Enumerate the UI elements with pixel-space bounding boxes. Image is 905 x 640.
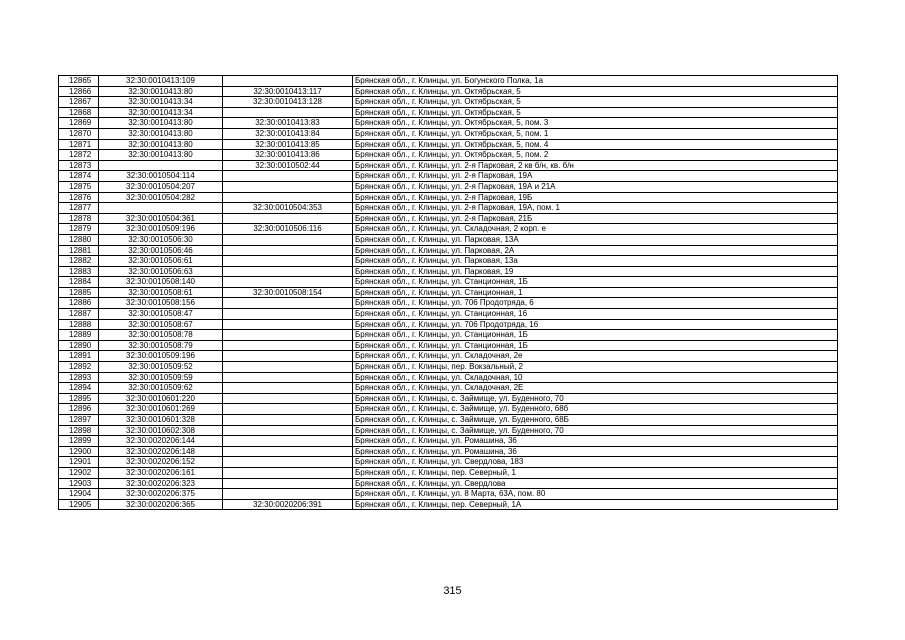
cell-related-cadastral-number: 32:30:0010413:84 (223, 128, 353, 139)
cell-cadastral-number: 32:30:0010508:47 (99, 309, 223, 320)
cell-cadastral-number: 32:30:0020206:375 (99, 489, 223, 500)
cell-record-number: 12883 (59, 266, 99, 277)
cell-address: Брянская обл., г. Клинцы, ул. Станционная, 1 (353, 287, 838, 298)
cell-cadastral-number: 32:30:0020206:152 (99, 457, 223, 468)
cell-address: Брянская обл., г. Клинцы, ул. Парковая, 19 (353, 266, 838, 277)
cell-related-cadastral-number: 32:30:0010413:83 (223, 118, 353, 129)
cell-record-number: 12873 (59, 160, 99, 171)
cell-record-number: 12878 (59, 213, 99, 224)
cell-record-number: 12866 (59, 86, 99, 97)
cell-record-number: 12895 (59, 393, 99, 404)
cell-related-cadastral-number (223, 245, 353, 256)
cell-address: Брянская обл., г. Клинцы, ул. 2-я Парковая, 19Б (353, 192, 838, 203)
cell-address: Брянская обл., г. Клинцы, ул. 2-я Парковая, 19А, пом. 1 (353, 203, 838, 214)
cell-cadastral-number: 32:30:0010413:80 (99, 128, 223, 139)
cell-cadastral-number: 32:30:0010509:59 (99, 372, 223, 383)
table-row (59, 213, 838, 224)
table-row (59, 97, 838, 108)
cell-related-cadastral-number (223, 234, 353, 245)
cell-record-number: 12885 (59, 287, 99, 298)
table-row (59, 372, 838, 383)
table-row (59, 277, 838, 288)
cell-related-cadastral-number: 32:30:0010502:44 (223, 160, 353, 171)
cell-related-cadastral-number (223, 330, 353, 341)
cell-record-number: 12887 (59, 309, 99, 320)
table-row (59, 489, 838, 500)
cell-record-number: 12882 (59, 256, 99, 267)
cell-cadastral-number: 32:30:0010506:30 (99, 234, 223, 245)
cell-related-cadastral-number (223, 404, 353, 415)
cell-related-cadastral-number: 32:30:0010413:86 (223, 150, 353, 161)
cell-related-cadastral-number (223, 415, 353, 426)
cell-related-cadastral-number (223, 425, 353, 436)
cell-address: Брянская обл., г. Клинцы, ул. Парковая, 13а (353, 256, 838, 267)
cell-address: Брянская обл., г. Клинцы, пер. Вокзальный, 2 (353, 362, 838, 373)
cell-record-number: 12893 (59, 372, 99, 383)
cell-cadastral-number: 32:30:0010601:328 (99, 415, 223, 426)
cell-record-number: 12875 (59, 181, 99, 192)
table-row (59, 192, 838, 203)
cell-address: Брянская обл., г. Клинцы, ул. Октябрьская, 5, пом. 2 (353, 150, 838, 161)
cell-cadastral-number: 32:30:0010508:140 (99, 277, 223, 288)
cell-related-cadastral-number (223, 372, 353, 383)
cell-address: Брянская обл., г. Клинцы, ул. Октябрьская, 5 (353, 97, 838, 108)
cell-related-cadastral-number: 32:30:0010506:116 (223, 224, 353, 235)
table-row (59, 425, 838, 436)
table-row (59, 383, 838, 394)
table-row (59, 107, 838, 118)
cell-record-number: 12903 (59, 478, 99, 489)
cell-cadastral-number: 32:30:0010413:80 (99, 139, 223, 150)
table-row (59, 340, 838, 351)
cell-cadastral-number: 32:30:0010601:269 (99, 404, 223, 415)
table-row (59, 76, 838, 87)
cell-related-cadastral-number (223, 478, 353, 489)
table-row (59, 160, 838, 171)
cell-cadastral-number: 32:30:0010508:67 (99, 319, 223, 330)
cell-record-number: 12891 (59, 351, 99, 362)
table-row (59, 499, 838, 510)
table-row (59, 171, 838, 182)
cell-record-number: 12879 (59, 224, 99, 235)
cell-record-number: 12880 (59, 234, 99, 245)
cell-cadastral-number: 32:30:0020206:144 (99, 436, 223, 447)
cell-cadastral-number: 32:30:0010602:308 (99, 425, 223, 436)
cell-related-cadastral-number (223, 446, 353, 457)
cell-address: Брянская обл., г. Клинцы, ул. 2-я Парковая, 21Б (353, 213, 838, 224)
table-row (59, 245, 838, 256)
cell-related-cadastral-number (223, 319, 353, 330)
cell-cadastral-number: 32:30:0010509:52 (99, 362, 223, 373)
table-row (59, 436, 838, 447)
cell-related-cadastral-number: 32:30:0010504:353 (223, 203, 353, 214)
table-row (59, 287, 838, 298)
cell-related-cadastral-number (223, 171, 353, 182)
table-row (59, 256, 838, 267)
cell-record-number: 12871 (59, 139, 99, 150)
table-row (59, 446, 838, 457)
cell-cadastral-number: 32:30:0010509:62 (99, 383, 223, 394)
cell-cadastral-number: 32:30:0020206:148 (99, 446, 223, 457)
table-row (59, 181, 838, 192)
cell-related-cadastral-number: 32:30:0020206:391 (223, 499, 353, 510)
table-row (59, 457, 838, 468)
cell-related-cadastral-number (223, 298, 353, 309)
cell-cadastral-number: 32:30:0010509:196 (99, 351, 223, 362)
table-row (59, 330, 838, 341)
cell-record-number: 12905 (59, 499, 99, 510)
cell-address: Брянская обл., г. Клинцы, ул. Станционная, 1Б (353, 277, 838, 288)
cell-cadastral-number: 32:30:0010506:63 (99, 266, 223, 277)
cell-address: Брянская обл., г. Клинцы, ул. Складочная, 2е (353, 351, 838, 362)
cell-cadastral-number (99, 203, 223, 214)
cell-related-cadastral-number: 32:30:0010413:85 (223, 139, 353, 150)
table-row (59, 139, 838, 150)
cell-cadastral-number: 32:30:0010506:46 (99, 245, 223, 256)
cell-address: Брянская обл., г. Клинцы, ул. Парковая, 13А (353, 234, 838, 245)
cell-address: Брянская обл., г. Клинцы, ул. Октябрьская, 5, пом. 1 (353, 128, 838, 139)
cell-record-number: 12865 (59, 76, 99, 87)
cell-cadastral-number: 32:30:0010508:156 (99, 298, 223, 309)
table-row (59, 298, 838, 309)
cell-address: Брянская обл., г. Клинцы, ул. 706 Продотряда, 6 (353, 298, 838, 309)
table-row (59, 404, 838, 415)
cell-address: Брянская обл., г. Клинцы, ул. Станционная, 1Б (353, 340, 838, 351)
table-row (59, 224, 838, 235)
cell-address: Брянская обл., г. Клинцы, с. Займище, ул. Буденного, 68Б (353, 415, 838, 426)
table-row (59, 393, 838, 404)
cell-cadastral-number: 32:30:0010413:34 (99, 107, 223, 118)
cell-address: Брянская обл., г. Клинцы, ул. Складочная, 10 (353, 372, 838, 383)
cell-address: Брянская обл., г. Клинцы, ул. Станционная, 1Б (353, 330, 838, 341)
cell-record-number: 12902 (59, 467, 99, 478)
cell-related-cadastral-number (223, 107, 353, 118)
cell-cadastral-number: 32:30:0010504:282 (99, 192, 223, 203)
cell-address: Брянская обл., г. Клинцы, ул. Складочная, 2Е (353, 383, 838, 394)
cell-record-number: 12876 (59, 192, 99, 203)
cell-record-number: 12884 (59, 277, 99, 288)
cell-record-number: 12899 (59, 436, 99, 447)
table-row (59, 478, 838, 489)
cell-cadastral-number: 32:30:0010504:361 (99, 213, 223, 224)
cell-record-number: 12901 (59, 457, 99, 468)
cell-record-number: 12886 (59, 298, 99, 309)
cell-address: Брянская обл., г. Клинцы, ул. Октябрьская, 5, пом. 4 (353, 139, 838, 150)
table-row (59, 203, 838, 214)
cell-record-number: 12892 (59, 362, 99, 373)
cell-cadastral-number: 32:30:0020206:161 (99, 467, 223, 478)
cell-cadastral-number: 32:30:0020206:323 (99, 478, 223, 489)
cell-related-cadastral-number (223, 256, 353, 267)
cell-related-cadastral-number (223, 362, 353, 373)
cell-cadastral-number: 32:30:0010504:114 (99, 171, 223, 182)
cell-cadastral-number: 32:30:0010504:207 (99, 181, 223, 192)
cell-address: Брянская обл., г. Клинцы, ул. Свердлова, 183 (353, 457, 838, 468)
cell-address: Брянская обл., г. Клинцы, ул. Октябрьская, 5, пом. 3 (353, 118, 838, 129)
cell-related-cadastral-number (223, 489, 353, 500)
cell-related-cadastral-number (223, 213, 353, 224)
cell-cadastral-number: 32:30:0010506:61 (99, 256, 223, 267)
cell-related-cadastral-number: 32:30:0010508:154 (223, 287, 353, 298)
table-row (59, 362, 838, 373)
cell-address: Брянская обл., г. Клинцы, с. Займище, ул. Буденного, 70 (353, 393, 838, 404)
cell-related-cadastral-number (223, 393, 353, 404)
cell-cadastral-number: 32:30:0010413:34 (99, 97, 223, 108)
cell-address: Брянская обл., г. Клинцы, пер. Северный, 1 (353, 467, 838, 478)
cell-address: Брянская обл., г. Клинцы, с. Займище, ул. Буденного, 70 (353, 425, 838, 436)
table-row (59, 467, 838, 478)
cell-record-number: 12881 (59, 245, 99, 256)
cell-address: Брянская обл., г. Клинцы, ул. Складочная, 2 корп. е (353, 224, 838, 235)
cell-cadastral-number: 32:30:0020206:365 (99, 499, 223, 510)
cell-cadastral-number: 32:30:0010413:109 (99, 76, 223, 87)
cell-related-cadastral-number (223, 76, 353, 87)
cell-address: Брянская обл., г. Клинцы, ул. Октябрьская, 5 (353, 107, 838, 118)
cell-address: Брянская обл., г. Клинцы, пер. Северный, 1А (353, 499, 838, 510)
cell-address: Брянская обл., г. Клинцы, с. Займище, ул. Буденного, 68б (353, 404, 838, 415)
table-row (59, 351, 838, 362)
cell-cadastral-number: 32:30:0010413:80 (99, 150, 223, 161)
cell-address: Брянская обл., г. Клинцы, ул. Свердлова (353, 478, 838, 489)
cell-record-number: 12867 (59, 97, 99, 108)
cell-record-number: 12889 (59, 330, 99, 341)
cell-cadastral-number (99, 160, 223, 171)
cell-address: Брянская обл., г. Клинцы, ул. Станционная, 16 (353, 309, 838, 320)
cell-related-cadastral-number: 32:30:0010413:117 (223, 86, 353, 97)
table-row (59, 150, 838, 161)
cell-related-cadastral-number (223, 266, 353, 277)
registry-table (58, 75, 838, 510)
cell-related-cadastral-number (223, 192, 353, 203)
cell-record-number: 12898 (59, 425, 99, 436)
cell-address: Брянская обл., г. Клинцы, ул. 2-я Парковая, 19А (353, 171, 838, 182)
cell-related-cadastral-number (223, 351, 353, 362)
cell-address: Брянская обл., г. Клинцы, ул. Ромашина, 36 (353, 446, 838, 457)
cell-address: Брянская обл., г. Клинцы, ул. 8 Марта, 63А, пом. 80 (353, 489, 838, 500)
cell-cadastral-number: 32:30:0010509:196 (99, 224, 223, 235)
cell-cadastral-number: 32:30:0010508:61 (99, 287, 223, 298)
cell-address: Брянская обл., г. Клинцы, ул. 2-я Парковая, 2 кв б/н, кв. б/н (353, 160, 838, 171)
cell-record-number: 12904 (59, 489, 99, 500)
cell-cadastral-number: 32:30:0010508:79 (99, 340, 223, 351)
registry-table-body (59, 76, 838, 510)
cell-related-cadastral-number (223, 383, 353, 394)
page-number: 315 (443, 585, 462, 597)
table-row (59, 266, 838, 277)
cell-address: Брянская обл., г. Клинцы, ул. Парковая, 2А (353, 245, 838, 256)
cell-address: Брянская обл., г. Клинцы, ул. Богунского Полка, 1а (353, 76, 838, 87)
cell-record-number: 12870 (59, 128, 99, 139)
cell-cadastral-number: 32:30:0010413:80 (99, 118, 223, 129)
cell-record-number: 12877 (59, 203, 99, 214)
cell-cadastral-number: 32:30:0010508:78 (99, 330, 223, 341)
table-row (59, 128, 838, 139)
cell-related-cadastral-number (223, 340, 353, 351)
cell-related-cadastral-number (223, 467, 353, 478)
cell-record-number: 12896 (59, 404, 99, 415)
cell-record-number: 12888 (59, 319, 99, 330)
table-row (59, 319, 838, 330)
cell-record-number: 12897 (59, 415, 99, 426)
cell-record-number: 12869 (59, 118, 99, 129)
cell-address: Брянская обл., г. Клинцы, ул. 2-я Парковая, 19А и 21А (353, 181, 838, 192)
cell-related-cadastral-number (223, 436, 353, 447)
cell-related-cadastral-number (223, 309, 353, 320)
cell-address: Брянская обл., г. Клинцы, ул. 706 Продотряда, 16 (353, 319, 838, 330)
table-row (59, 309, 838, 320)
cell-related-cadastral-number: 32:30:0010413:128 (223, 97, 353, 108)
cell-address: Брянская обл., г. Клинцы, ул. Ромашина, 36 (353, 436, 838, 447)
cell-record-number: 12894 (59, 383, 99, 394)
cell-record-number: 12900 (59, 446, 99, 457)
table-row (59, 118, 838, 129)
table-row (59, 86, 838, 97)
table-row (59, 415, 838, 426)
cell-related-cadastral-number (223, 181, 353, 192)
cell-cadastral-number: 32:30:0010413:80 (99, 86, 223, 97)
cell-related-cadastral-number (223, 457, 353, 468)
cell-address: Брянская обл., г. Клинцы, ул. Октябрьская, 5 (353, 86, 838, 97)
cell-cadastral-number: 32:30:0010601:220 (99, 393, 223, 404)
cell-record-number: 12874 (59, 171, 99, 182)
table-row (59, 234, 838, 245)
cell-record-number: 12868 (59, 107, 99, 118)
cell-record-number: 12872 (59, 150, 99, 161)
cell-record-number: 12890 (59, 340, 99, 351)
cell-related-cadastral-number (223, 277, 353, 288)
